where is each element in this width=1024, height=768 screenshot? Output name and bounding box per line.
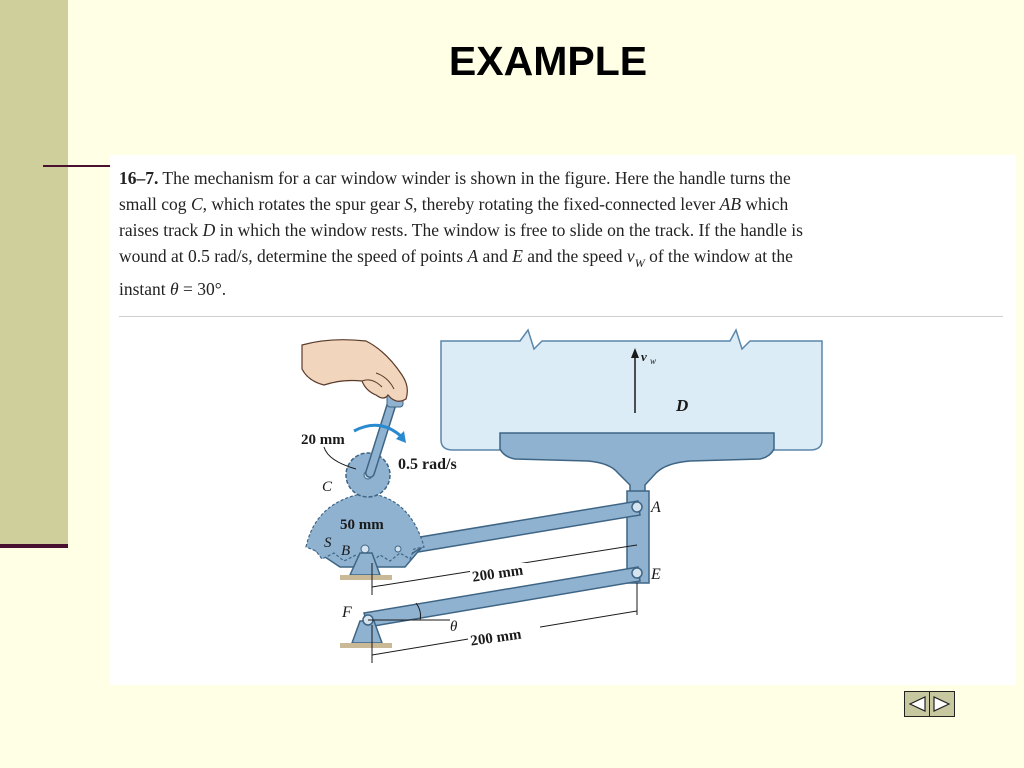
triangle-left-icon (907, 695, 927, 713)
label-vw: v (641, 349, 647, 364)
pin-b (361, 545, 369, 553)
lever-ab (408, 501, 640, 553)
problem-number: 16–7. (119, 168, 159, 188)
triangle-right-icon (932, 695, 952, 713)
gear-hole (395, 546, 401, 552)
label-50mm: 50 mm (340, 517, 384, 533)
window-winder-figure (110, 155, 1016, 685)
label-s: S (324, 535, 332, 551)
accent-rule-top (43, 165, 110, 167)
problem-line-1: 16–7. The mechanism for a car window winder is shown in the figure. Here the handle turns the (119, 168, 791, 188)
label-200mm-bottom: 200 mm (469, 626, 523, 650)
label-b: B (341, 543, 351, 559)
problem-content-box (110, 155, 1016, 685)
problem-line-2: small cog C, which rotates the spur gear S, thereby rotating the fixed-connected lever AB which (119, 194, 789, 214)
pin-a (632, 502, 642, 512)
label-c: C (322, 479, 333, 495)
slide-navigation (904, 691, 955, 717)
label-a: A (651, 499, 661, 516)
ground-f (340, 643, 392, 648)
previous-slide-button[interactable] (905, 692, 930, 716)
pin-e (632, 568, 642, 578)
ground-b (340, 575, 392, 580)
label-rate: 0.5 rad/s (398, 456, 457, 473)
window-glass (441, 330, 822, 450)
label-e: E (651, 566, 661, 583)
accent-rule-bottom (0, 544, 68, 548)
label-f: F (342, 604, 352, 621)
slide-title: EXAMPLE (448, 38, 648, 84)
problem-line-3: raises track D in which the window rests. The window is free to slide on the track. If the handle is (119, 220, 803, 240)
label-20mm: 20 mm (301, 432, 345, 448)
problem-line-4: wound at 0.5 rad/s, determine the speed of points A and E and the speed $v_W$ of the window at the (119, 246, 793, 270)
label-d: D (676, 396, 689, 415)
hand-illustration (302, 340, 407, 402)
label-theta: θ (450, 619, 458, 635)
label-200mm-top: 200 mm (471, 562, 525, 586)
label-vw-sub: w (650, 356, 657, 366)
track-d (500, 433, 774, 495)
problem-line-5: instant θ = 30°. (119, 278, 227, 299)
next-slide-button[interactable] (930, 692, 954, 716)
